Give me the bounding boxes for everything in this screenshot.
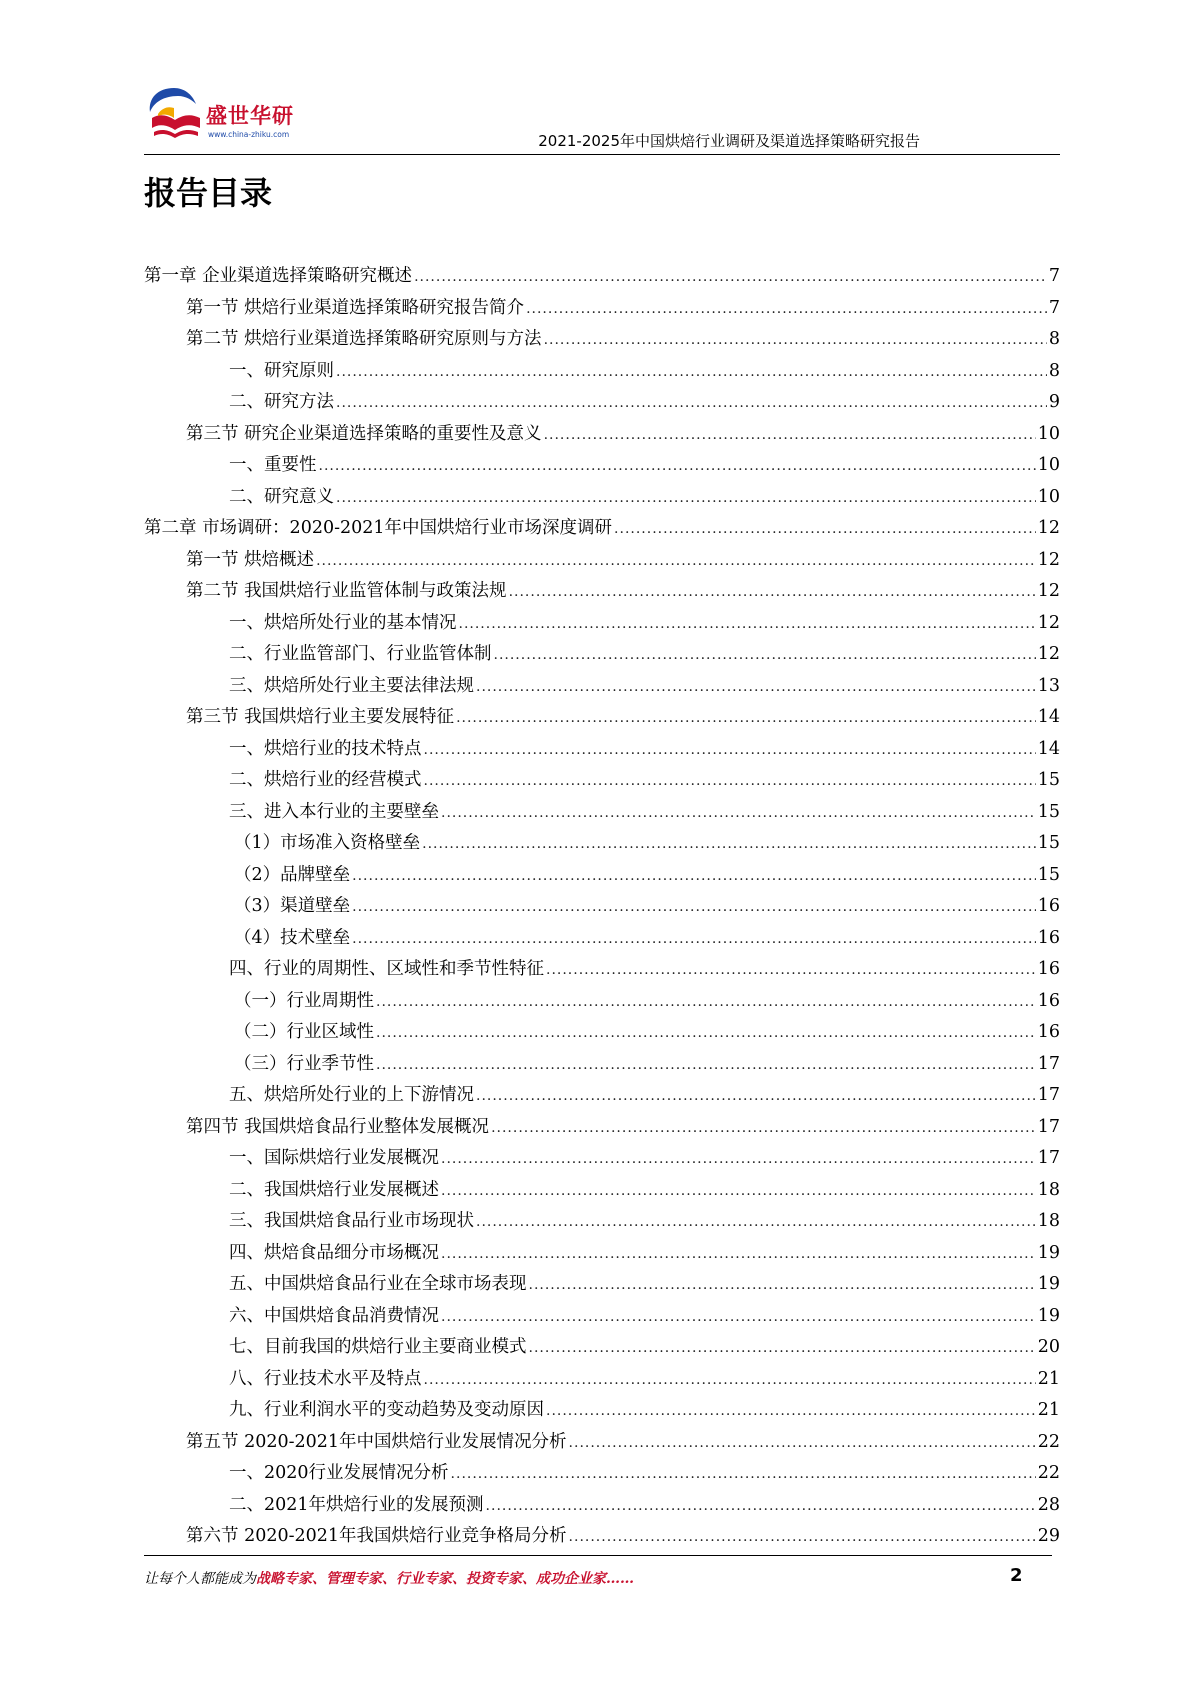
toc-leader-dots xyxy=(456,710,1036,726)
toc-entry[interactable] xyxy=(144,798,1060,830)
logo-url: www.china-zhiku.com xyxy=(208,130,290,139)
toc-leader-dots xyxy=(494,647,1036,663)
toc-entry-page: 21 xyxy=(1037,1400,1060,1420)
toc-leader-dots xyxy=(424,1372,1036,1388)
toc-entry-page: 21 xyxy=(1037,1368,1060,1389)
toc-leader-dots xyxy=(424,773,1036,789)
toc-entry-label: 二、2021年烘焙行业的发展预测 xyxy=(229,1494,484,1515)
toc-entry-page: 9 xyxy=(1048,392,1060,412)
toc-entry[interactable] xyxy=(144,735,1060,767)
toc-entry-page: 7 xyxy=(1048,297,1060,318)
toc-entry-label: 五、烘焙所处行业的上下游情况 xyxy=(229,1085,474,1105)
toc-leader-dots xyxy=(569,1435,1036,1451)
page-header xyxy=(144,80,1060,160)
toc-entry-page: 14 xyxy=(1037,738,1060,759)
toc-entry-page: 15 xyxy=(1037,833,1060,853)
toc-leader-dots xyxy=(544,332,1047,348)
toc-entry-page: 14 xyxy=(1037,707,1060,727)
toc-entry-page: 16 xyxy=(1037,959,1060,979)
toc-leader-dots xyxy=(614,521,1036,537)
toc-leader-dots xyxy=(319,458,1036,474)
toc-entry[interactable] xyxy=(144,1018,1060,1050)
toc-entry-label: （三）行业季节性 xyxy=(234,1053,374,1074)
toc-entry-label: 第四节 我国烘焙食品行业整体发展概况 xyxy=(186,1116,490,1137)
toc-entry-label: 六、中国烘焙食品消费情况 xyxy=(229,1305,439,1326)
footer-divider xyxy=(144,1555,1052,1556)
toc-entry[interactable] xyxy=(144,483,1060,515)
toc-entry-label: 一、烘焙行业的技术特点 xyxy=(229,738,422,759)
toc-entry[interactable] xyxy=(144,609,1060,641)
toc-leader-dots xyxy=(376,994,1036,1010)
logo-book-icon xyxy=(144,84,206,146)
toc-leader-dots xyxy=(441,1151,1036,1167)
toc-entry-label: 二、研究意义 xyxy=(229,486,334,507)
toc-entry-page: 12 xyxy=(1037,549,1060,570)
toc-entry-label: 一、国际烘焙行业发展概况 xyxy=(229,1148,439,1168)
toc-entry-page: 17 xyxy=(1037,1085,1060,1105)
toc-entry-label: （4）技术壁垒 xyxy=(234,927,351,948)
toc-leader-dots xyxy=(546,962,1036,978)
toc-entry-page: 7 xyxy=(1048,266,1060,286)
toc-entry-label: 二、行业监管部门、行业监管体制 xyxy=(229,644,492,664)
toc-entry-label: 一、烘焙所处行业的基本情况 xyxy=(229,612,457,633)
toc-entry-page: 13 xyxy=(1037,675,1060,696)
toc-entry-page: 15 xyxy=(1037,770,1060,790)
toc-entry-page: 15 xyxy=(1037,864,1060,885)
toc-entry-page: 17 xyxy=(1037,1053,1060,1074)
toc-entry-page: 8 xyxy=(1048,329,1060,349)
footer-slogan xyxy=(144,1568,1024,1588)
toc-entry[interactable] xyxy=(144,514,1060,546)
toc-entry-page: 29 xyxy=(1037,1526,1060,1546)
toc-entry[interactable] xyxy=(144,262,1060,294)
toc-entry[interactable] xyxy=(144,1428,1060,1460)
toc-leader-dots xyxy=(441,1246,1036,1262)
toc-leader-dots xyxy=(529,1277,1036,1293)
toc-leader-dots xyxy=(529,1340,1036,1356)
toc-entry[interactable] xyxy=(144,1081,1060,1113)
toc-leader-dots xyxy=(316,553,1036,569)
toc-entry[interactable] xyxy=(144,1491,1060,1523)
toc-entry-label: 一、研究原则 xyxy=(229,360,334,381)
toc-entry-label: 五、中国烘焙食品行业在全球市场表现 xyxy=(229,1274,527,1294)
toc-entry-page: 16 xyxy=(1037,896,1060,916)
page-title: 报告目录 xyxy=(144,174,273,212)
toc-entry[interactable] xyxy=(144,1176,1060,1208)
toc-leader-dots xyxy=(441,1183,1036,1199)
toc-entry[interactable] xyxy=(144,703,1060,735)
toc-entry[interactable] xyxy=(144,829,1060,861)
table-of-contents xyxy=(144,262,1060,1554)
toc-entry[interactable] xyxy=(144,640,1060,672)
toc-entry-page: 18 xyxy=(1037,1179,1060,1200)
toc-entry[interactable] xyxy=(144,1459,1060,1491)
toc-entry-label: 一、重要性 xyxy=(229,455,317,475)
toc-entry[interactable] xyxy=(144,294,1060,326)
toc-entry-page: 12 xyxy=(1037,644,1060,664)
toc-entry[interactable] xyxy=(144,1270,1060,1302)
toc-entry-label: 八、行业技术水平及特点 xyxy=(229,1368,422,1389)
toc-leader-dots xyxy=(441,1309,1036,1325)
toc-entry-page: 16 xyxy=(1037,927,1060,948)
toc-leader-dots xyxy=(544,427,1036,443)
toc-entry[interactable] xyxy=(144,1144,1060,1176)
toc-entry-label: 第五节 2020-2021年中国烘焙行业发展情况分析 xyxy=(186,1431,567,1452)
toc-leader-dots xyxy=(414,269,1047,285)
toc-leader-dots xyxy=(459,616,1036,632)
toc-leader-dots xyxy=(336,364,1047,380)
toc-entry[interactable] xyxy=(144,1365,1060,1397)
toc-entry-label: 四、烘焙食品细分市场概况 xyxy=(229,1242,439,1263)
toc-entry[interactable] xyxy=(144,325,1060,357)
toc-entry-page: 16 xyxy=(1037,1022,1060,1042)
toc-entry-page: 15 xyxy=(1037,801,1060,822)
toc-entry[interactable] xyxy=(144,1333,1060,1365)
toc-entry-label: 七、目前我国的烘焙行业主要商业模式 xyxy=(229,1337,527,1357)
toc-entry-label: 第一章 企业渠道选择策略研究概述 xyxy=(144,266,413,286)
toc-entry-label: （一）行业周期性 xyxy=(234,990,374,1011)
toc-entry-label: 一、2020行业发展情况分析 xyxy=(229,1463,449,1483)
toc-entry-label: 九、行业利润水平的变动趋势及变动原因 xyxy=(229,1400,544,1420)
toc-entry[interactable] xyxy=(144,1239,1060,1271)
toc-entry-label: 第二章 市场调研：2020-2021年中国烘焙行业市场深度调研 xyxy=(144,518,613,538)
toc-entry-page: 10 xyxy=(1037,455,1060,475)
toc-leader-dots xyxy=(526,301,1047,317)
toc-leader-dots xyxy=(451,1466,1036,1482)
toc-entry-label: 二、研究方法 xyxy=(229,392,334,412)
toc-entry-label: （3）渠道壁垒 xyxy=(234,896,351,916)
footer-slogan-lead: 让每个人都能成为 xyxy=(144,1571,256,1587)
toc-entry[interactable] xyxy=(144,420,1060,452)
header-divider xyxy=(144,154,1060,155)
toc-entry-page: 8 xyxy=(1048,360,1060,381)
toc-leader-dots xyxy=(422,836,1036,852)
toc-entry-label: 第二节 烘焙行业渠道选择策略研究原则与方法 xyxy=(186,329,542,349)
toc-entry-page: 10 xyxy=(1037,486,1060,507)
toc-entry[interactable] xyxy=(144,1050,1060,1082)
toc-entry-label: 三、我国烘焙食品行业市场现状 xyxy=(229,1211,474,1231)
toc-leader-dots xyxy=(376,1025,1036,1041)
toc-entry[interactable] xyxy=(144,955,1060,987)
toc-entry-label: 第一节 烘焙行业渠道选择策略研究报告简介 xyxy=(186,297,525,318)
toc-entry-label: （1）市场准入资格壁垒 xyxy=(234,833,421,853)
toc-entry[interactable] xyxy=(144,1522,1060,1554)
toc-entry-page: 17 xyxy=(1037,1148,1060,1168)
toc-leader-dots xyxy=(441,805,1036,821)
toc-entry[interactable] xyxy=(144,1207,1060,1239)
toc-entry[interactable] xyxy=(144,1396,1060,1428)
toc-entry-page: 10 xyxy=(1037,423,1060,444)
toc-entry-page: 16 xyxy=(1037,990,1060,1011)
toc-entry[interactable] xyxy=(144,388,1060,420)
toc-entry[interactable] xyxy=(144,546,1060,578)
toc-leader-dots xyxy=(352,868,1036,884)
logo-name: 盛世华研 xyxy=(206,104,294,128)
footer-slogan-emphasis: 战略专家、管理专家、行业专家、投资专家、成功企业家…… xyxy=(256,1571,634,1587)
toc-entry-page: 12 xyxy=(1037,612,1060,633)
toc-entry-label: （二）行业区域性 xyxy=(234,1022,374,1042)
toc-entry-label: 三、烘焙所处行业主要法律法规 xyxy=(229,675,474,696)
toc-leader-dots xyxy=(476,1214,1036,1230)
toc-entry-label: 第三节 研究企业渠道选择策略的重要性及意义 xyxy=(186,423,542,444)
toc-entry[interactable] xyxy=(144,861,1060,893)
toc-leader-dots xyxy=(476,679,1036,695)
toc-entry-page: 19 xyxy=(1037,1242,1060,1263)
toc-leader-dots xyxy=(352,931,1036,947)
toc-entry-page: 12 xyxy=(1037,518,1060,538)
document-title: 2021-2025年中国烘焙行业调研及渠道选择策略研究报告 xyxy=(538,132,920,150)
toc-entry-label: 三、进入本行业的主要壁垒 xyxy=(229,801,439,822)
toc-entry-label: 第三节 我国烘焙行业主要发展特征 xyxy=(186,707,455,727)
toc-entry[interactable] xyxy=(144,766,1060,798)
company-logo xyxy=(144,84,314,152)
toc-entry[interactable] xyxy=(144,672,1060,704)
toc-entry-label: 第六节 2020-2021年我国烘焙行业竞争格局分析 xyxy=(186,1526,567,1546)
page-number: 2 xyxy=(1010,1565,1023,1586)
toc-entry[interactable] xyxy=(144,987,1060,1019)
toc-entry-page: 18 xyxy=(1037,1211,1060,1231)
toc-entry[interactable] xyxy=(144,892,1060,924)
toc-entry-label: （2）品牌壁垒 xyxy=(234,864,351,885)
toc-entry-page: 22 xyxy=(1037,1431,1060,1452)
toc-entry-page: 19 xyxy=(1037,1305,1060,1326)
toc-leader-dots xyxy=(509,584,1036,600)
toc-entry-page: 20 xyxy=(1037,1337,1060,1357)
toc-entry-page: 17 xyxy=(1037,1116,1060,1137)
toc-leader-dots xyxy=(476,1088,1036,1104)
toc-entry-page: 22 xyxy=(1037,1463,1060,1483)
toc-entry[interactable] xyxy=(144,924,1060,956)
toc-entry-label: 第二节 我国烘焙行业监管体制与政策法规 xyxy=(186,581,507,601)
toc-entry[interactable] xyxy=(144,357,1060,389)
toc-leader-dots xyxy=(486,1498,1036,1514)
toc-entry[interactable] xyxy=(144,451,1060,483)
toc-leader-dots xyxy=(376,1057,1036,1073)
toc-leader-dots xyxy=(336,395,1047,411)
toc-entry[interactable] xyxy=(144,1302,1060,1334)
toc-entry-page: 12 xyxy=(1037,581,1060,601)
toc-entry-label: 四、行业的周期性、区域性和季节性特征 xyxy=(229,959,544,979)
toc-entry[interactable] xyxy=(144,577,1060,609)
toc-leader-dots xyxy=(491,1120,1036,1136)
toc-leader-dots xyxy=(336,490,1036,506)
toc-leader-dots xyxy=(546,1403,1036,1419)
toc-entry[interactable] xyxy=(144,1113,1060,1145)
toc-entry-label: 第一节 烘焙概述 xyxy=(186,549,315,570)
toc-leader-dots xyxy=(352,899,1036,915)
toc-entry-label: 二、我国烘焙行业发展概述 xyxy=(229,1179,439,1200)
toc-entry-page: 19 xyxy=(1037,1274,1060,1294)
toc-leader-dots xyxy=(569,1529,1036,1545)
toc-leader-dots xyxy=(424,742,1036,758)
toc-entry-page: 28 xyxy=(1037,1494,1060,1515)
toc-entry-label: 二、烘焙行业的经营模式 xyxy=(229,770,422,790)
